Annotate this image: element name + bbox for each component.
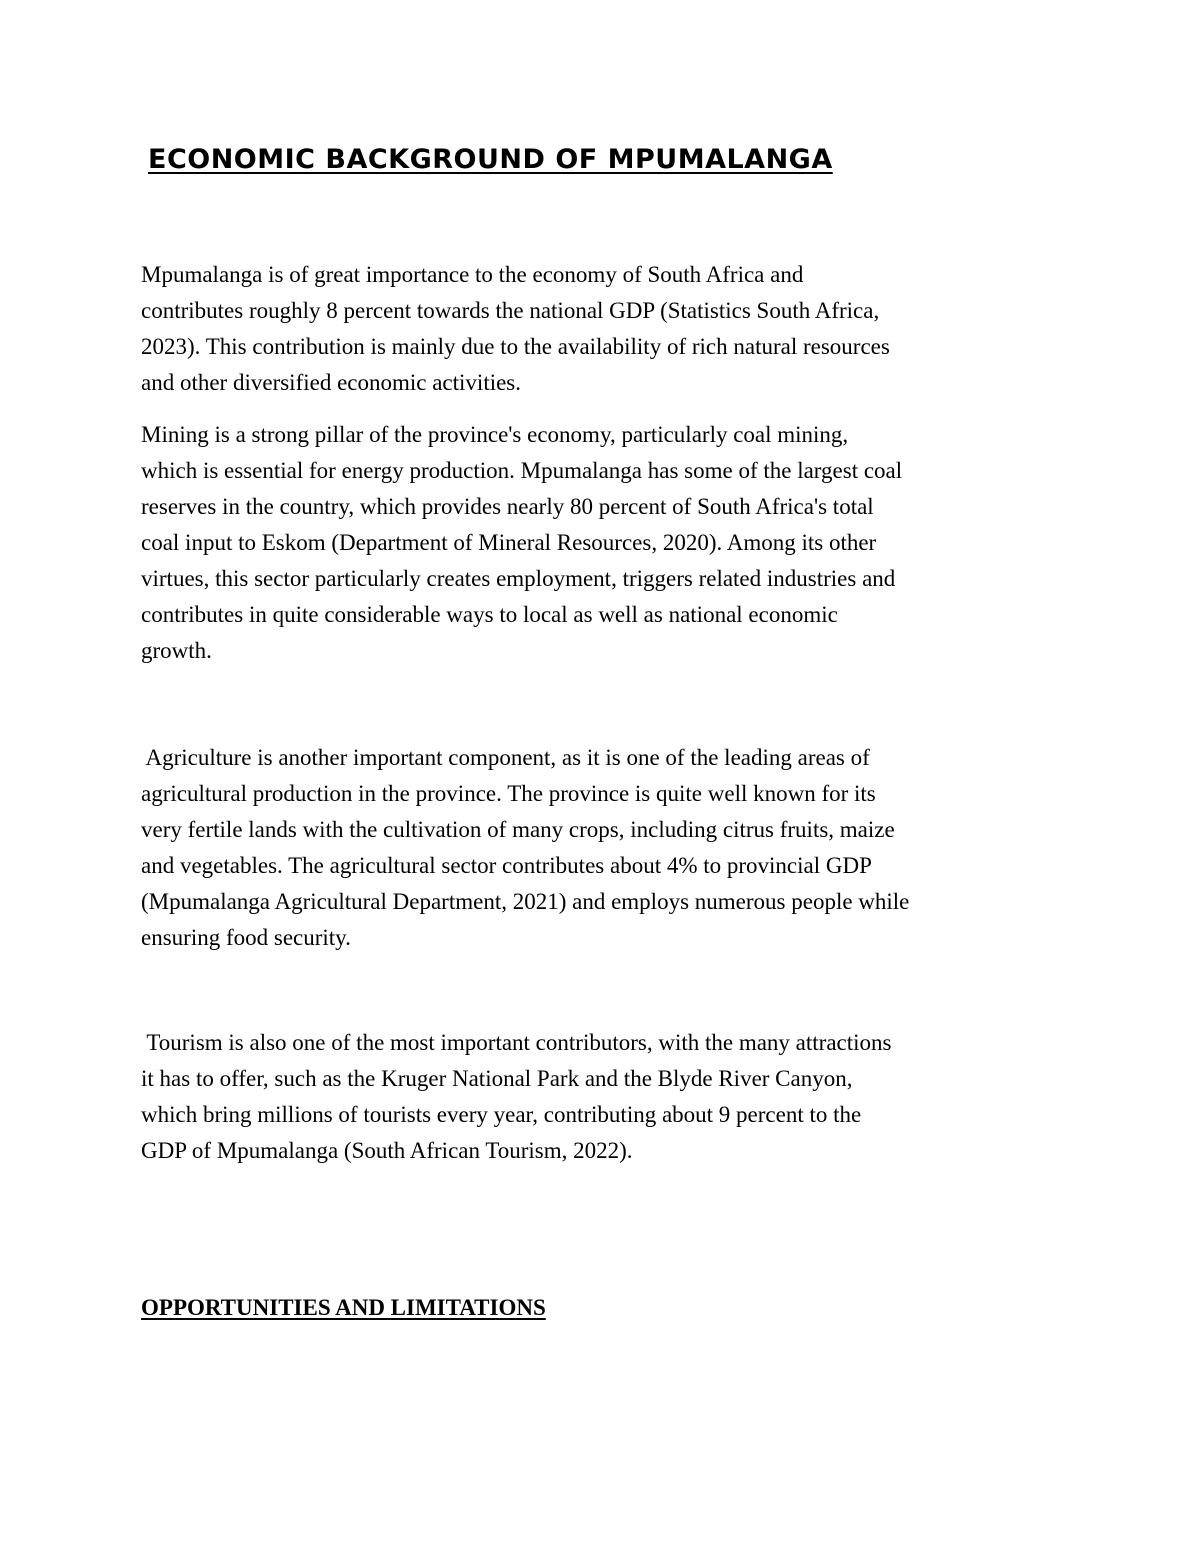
text-line: 2023). This contribution is mainly due to the availability of rich natural resources [141,334,890,359]
paragraph-economy-overview [141,257,1071,401]
paragraph-agriculture [141,740,1071,956]
text-line: and vegetables. The agricultural sector contributes about 4% to provincial GDP [141,853,872,878]
paragraph-tourism [141,1025,1071,1169]
text-line: contributes in quite considerable ways to local as well as national economic [141,602,838,627]
text-line: Agriculture is another important component, as it is one of the leading areas of [141,745,870,770]
text-line: (Mpumalanga Agricultural Department, 2021) and employs numerous people while [141,889,910,914]
text-line: Mpumalanga is of great importance to the economy of South Africa and [141,262,804,287]
text-line: contributes roughly 8 percent towards the national GDP (Statistics South Africa, [141,298,880,323]
section-heading-opportunities: OPPORTUNITIES AND LIMITATIONS [141,1295,546,1320]
text-line: and other diversified economic activities. [141,370,522,395]
text-line: growth. [141,638,212,663]
text-line: ensuring food security. [141,925,351,950]
text-line: virtues, this sector particularly creates employment, triggers related industries and [141,566,896,591]
text-line: it has to offer, such as the Kruger National Park and the Blyde River Canyon, [141,1066,853,1091]
text-line: reserves in the country, which provides nearly 80 percent of South Africa's total [141,494,874,519]
paragraph-mining [141,417,1071,669]
text-line: coal input to Eskom (Department of Mineral Resources, 2020). Among its other [141,530,877,555]
text-line: very fertile lands with the cultivation of many crops, including citrus fruits, maize [141,817,895,842]
text-line: Tourism is also one of the most important contributors, with the many attractions [141,1030,892,1055]
page-title: ECONOMIC BACKGROUND OF MPUMALANGA [148,144,833,175]
text-line: agricultural production in the province. The province is quite well known for its [141,781,876,806]
text-line: which bring millions of tourists every year, contributing about 9 percent to the [141,1102,862,1127]
text-line: Mining is a strong pillar of the province's economy, particularly coal mining, [141,422,849,447]
text-line: GDP of Mpumalanga (South African Tourism, 2022). [141,1138,633,1163]
text-line: which is essential for energy production. Mpumalanga has some of the largest coal [141,458,903,483]
